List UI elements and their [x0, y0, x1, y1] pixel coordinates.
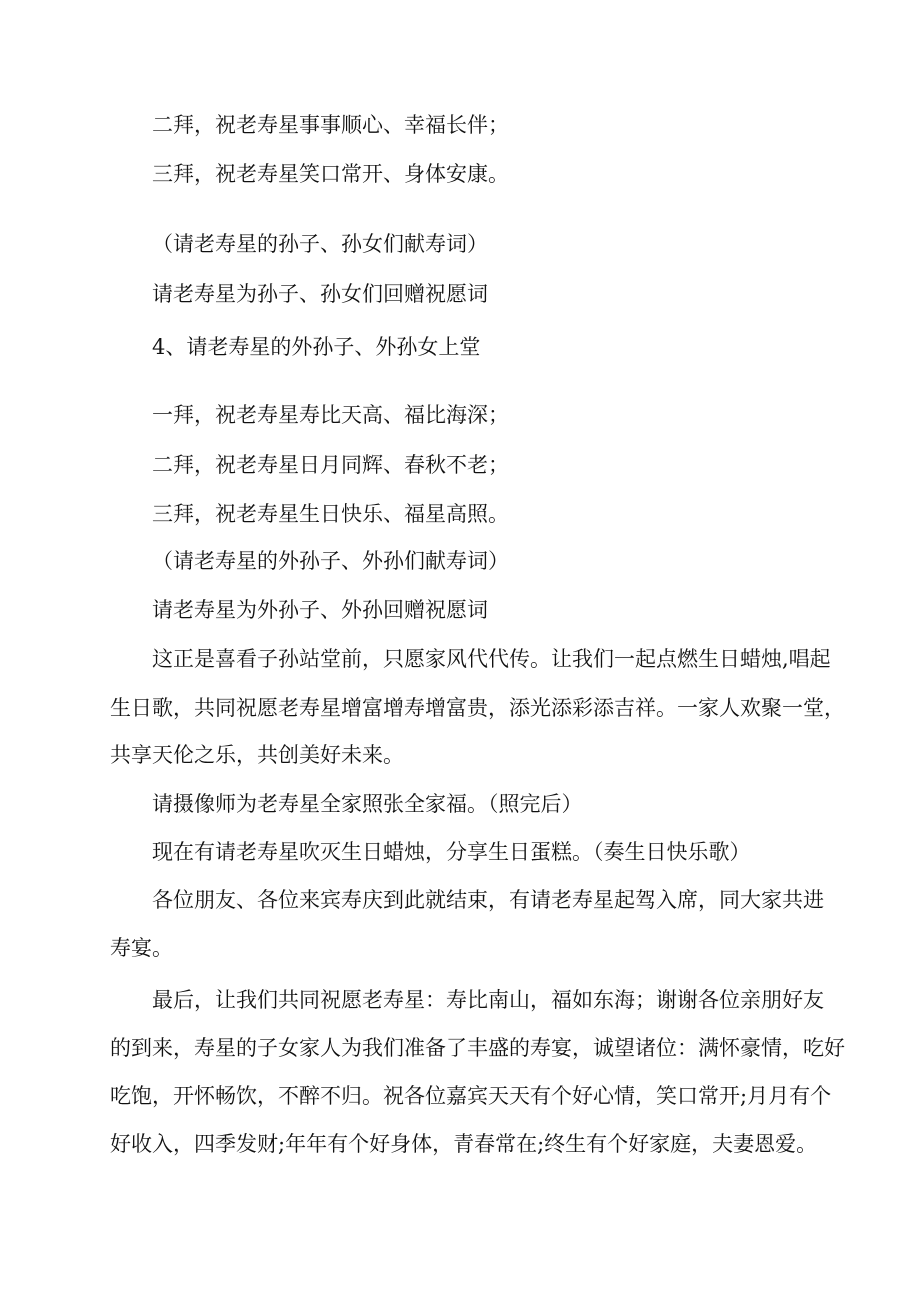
paragraph-line: 吃饱，开怀畅饮，不醉不归。祝各位嘉宾天天有个好心情，笑口常开;月月有个: [110, 1084, 832, 1108]
paragraph-line: （请老寿星的外孙子、外孙们献寿词）: [152, 549, 509, 573]
paragraph-line: 请老寿星为外孙子、外孙回赠祝愿词: [152, 598, 488, 622]
paragraph-line: 请老寿星为孙子、孙女们回赠祝愿词: [152, 282, 488, 306]
paragraph-line: 二拜，祝老寿星事事顺心、幸福长伴；: [152, 113, 509, 137]
paragraph-line: 各位朋友、各位来宾寿庆到此就结束，有请老寿星起驾入席，同大家共进: [152, 888, 824, 912]
section-heading: 4、请老寿星的外孙子、外孙女上堂: [152, 335, 481, 359]
paragraph-line: 现在有请老寿星吹灭生日蜡烛，分享生日蛋糕。（奏生日快乐歌）: [152, 840, 751, 864]
paragraph-line: 好收入，四季发财;年年有个好身体，青春常在;终生有个好家庭，夫妻恩爱。: [110, 1132, 818, 1156]
paragraph-line: （请老寿星的孙子、孙女们献寿词）: [152, 232, 488, 256]
paragraph-line: 共享天伦之乐，共创美好未来。: [110, 743, 404, 767]
paragraph-line: 请摄像师为老寿星全家照张全家福。（照完后）: [152, 792, 583, 816]
paragraph-line: 的到来，寿星的子女家人为我们准备了丰盛的寿宴，诚望诸位：满怀豪情，吃好: [110, 1036, 845, 1060]
paragraph-line: 寿宴。: [110, 936, 173, 960]
paragraph-line: 生日歌，共同祝愿老寿星增富增寿增富贵，添光添彩添吉祥。一家人欢聚一堂，: [110, 696, 845, 720]
paragraph-line: 二拜，祝老寿星日月同辉、春秋不老；: [152, 453, 509, 477]
paragraph-line: 一拜，祝老寿星寿比天高、福比海深；: [152, 403, 509, 427]
paragraph-line: 这正是喜看子孙站堂前，只愿家风代代传。让我们一起点燃生日蜡烛,唱起: [152, 647, 831, 671]
paragraph-line: 三拜，祝老寿星笑口常开、身体安康。: [152, 162, 509, 186]
paragraph-line: 三拜，祝老寿星生日快乐、福星高照。: [152, 502, 509, 526]
paragraph-line: 最后，让我们共同祝愿老寿星：寿比南山，福如东海；谢谢各位亲朋好友: [152, 988, 824, 1012]
